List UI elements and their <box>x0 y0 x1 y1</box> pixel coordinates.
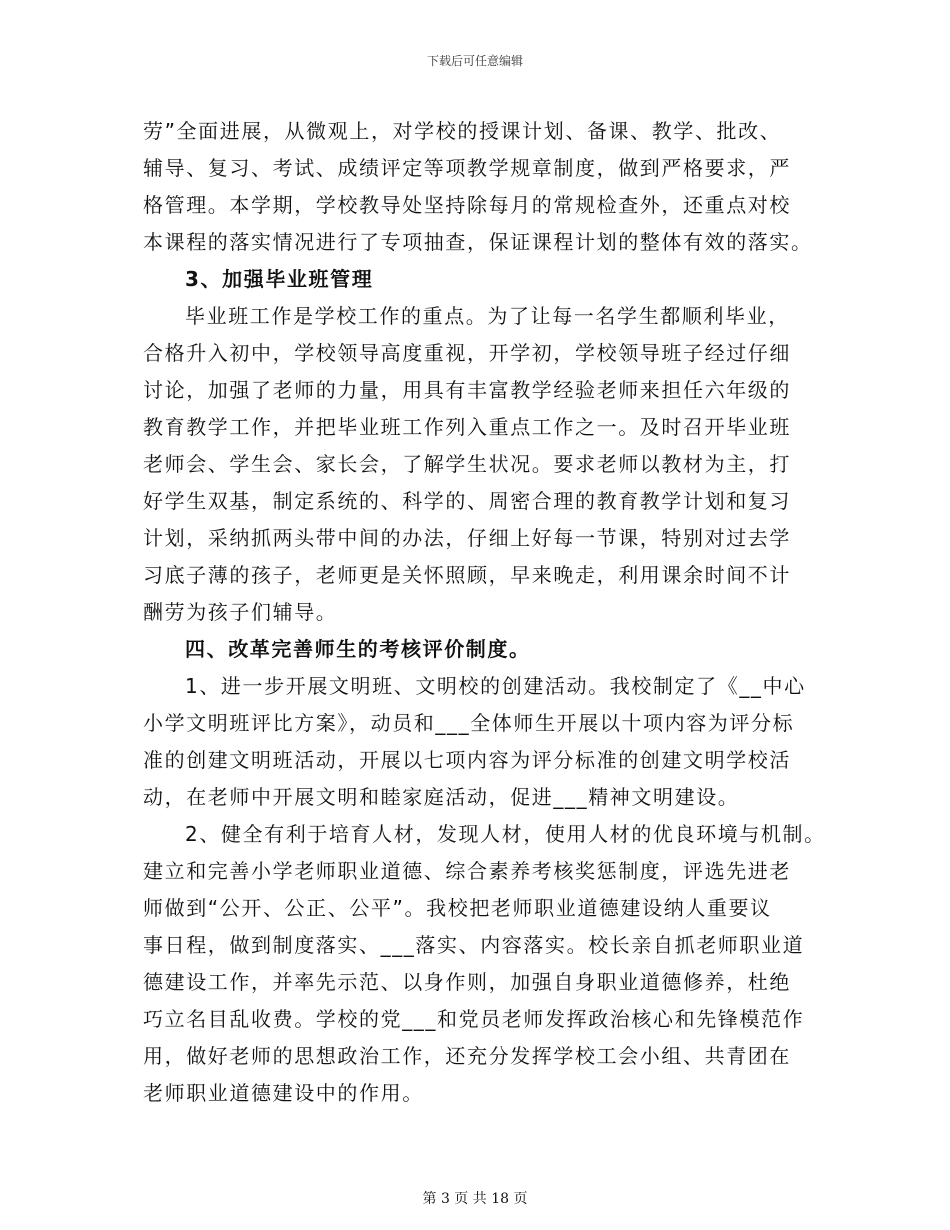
body-line: 师做到“公开、公正、公平”。我校把老师职业道德建设纳人重要议 <box>143 896 772 920</box>
body-line: 建立和完善小学老师职业道德、综合素养考核奖惩制度，评选先进老 <box>143 859 791 883</box>
body-line: 小学文明班评比方案》，动员和___全体师生开展以十项内容为评分标 <box>143 711 795 735</box>
body-line: 习底子薄的孩子，老师更是关怀照顾，早来晚走，利用课余时间不计 <box>143 563 791 587</box>
section-heading: 四、改革完善师生的考核评价制度。 <box>185 637 531 661</box>
body-line: 讨论，加强了老师的力量，用具有丰富教学经验老师来担任六年级的 <box>143 378 791 402</box>
header-note: 下载后可任意编辑 <box>426 54 523 68</box>
page-number: 第 3 页 共 18 页 <box>422 1191 528 1207</box>
body-line: 巧立名目乱收费。学校的党___和党员老师发挥政治核心和先锋模范作 <box>143 1007 805 1031</box>
body-line: 用，做好老师的思想政治工作，还充分发挥学校工会小组、共青团在 <box>143 1044 791 1068</box>
body-line: 毕业班工作是学校工作的重点。为了让每一名学生都顺利毕业， <box>185 304 790 328</box>
body-line: 格管理。本学期，学校教导处坚持除每月的常规检查外，还重点对校 <box>143 193 791 217</box>
body-line: 老师会、学生会、家长会，了解学生状况。要求老师以教材为主，打 <box>143 452 791 476</box>
body-line: 准的创建文明班活动，开展以七项内容为评分标准的创建文明学校活 <box>143 748 791 772</box>
body-line: 酬劳为孩子们辅导。 <box>143 600 338 624</box>
body-line: 1、进一步开展文明班、文明校的创建活动。我校制定了《__中心 <box>185 674 806 698</box>
body-line: 德建设工作，并率先示范、以身作则，加强自身职业道德修养，杜绝 <box>143 970 791 994</box>
body-line: 本课程的落实情况进行了专项抽查，保证课程计划的整体有效的落实。 <box>143 230 813 254</box>
body-line: 2、健全有利于培育人材，发现人材，使用人材的优良环境与机制。 <box>185 822 826 846</box>
body-line: 动，在老师中开展文明和睦家庭活动，促进___精神文明建设。 <box>143 785 740 809</box>
body-line: 计划，采纳抓两头带中间的办法，仔细上好每一节课，特别对过去学 <box>143 526 791 550</box>
section-heading: 3、加强毕业班管理 <box>185 267 374 291</box>
body-line: 辅导、复习、考试、成绩评定等项教学规章制度，做到严格要求，严 <box>143 156 791 180</box>
body-line: 事日程，做到制度落实、___落实、内容落实。校长亲自抓老师职业道 <box>143 933 805 957</box>
body-line: 劳”全面进展，从微观上，对学校的授课计划、备课、教学、批改、 <box>143 119 782 143</box>
body-line: 教育教学工作，并把毕业班工作列入重点工作之一。及时召开毕业班 <box>143 415 791 439</box>
body-line: 好学生双基，制定系统的、科学的、周密合理的教育教学计划和复习 <box>143 489 791 513</box>
body-line: 合格升入初中，学校领导高度重视，开学初，学校领导班子经过仔细 <box>143 341 791 365</box>
body-line: 老师职业道德建设中的作用。 <box>143 1081 424 1105</box>
